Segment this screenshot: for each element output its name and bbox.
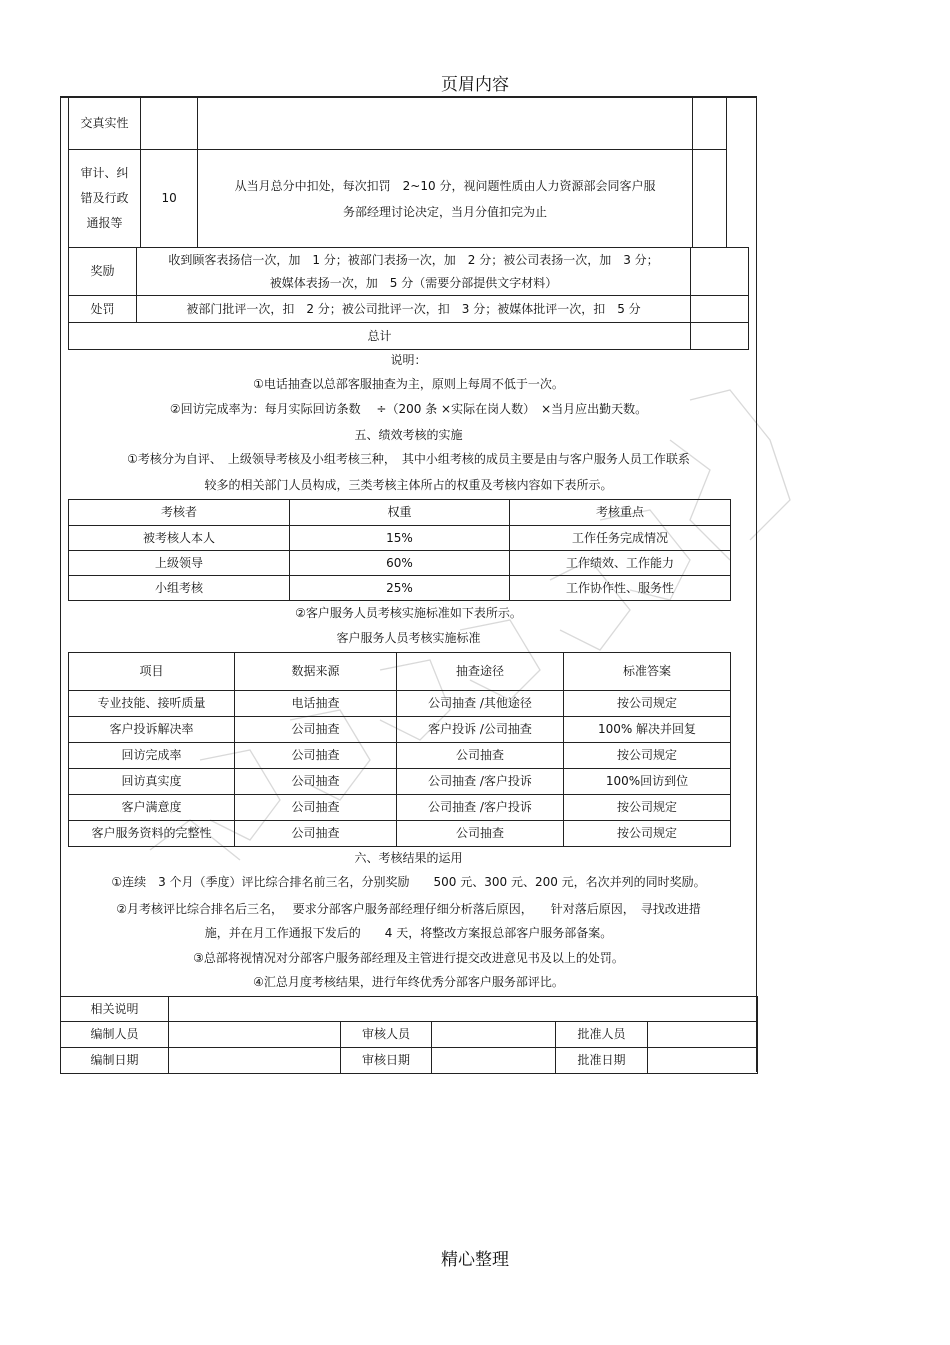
section-6-title: 六、考核结果的运用 xyxy=(354,851,463,865)
reviewer-value xyxy=(432,1022,556,1048)
section-5-para-line-1: ①考核分为自评、 上级领导考核及小组考核三种， 其中小组考核的成员主要是由与客户服务人员工作联系 xyxy=(127,452,690,466)
reviewer-label: 审核人员 xyxy=(341,1022,432,1048)
approve-date-value xyxy=(648,1048,758,1074)
table-row xyxy=(69,769,731,795)
table-row xyxy=(69,743,731,769)
reward-text-line-1: 收到顾客表扬信一次，加 1 分；被部门表扬一次，加 2 分；被公司表扬一次，加 3 分； xyxy=(168,252,659,267)
table-row xyxy=(69,551,731,576)
cell-empty xyxy=(692,98,726,150)
standard-title: 客户服务人员考核实施标准 xyxy=(336,631,481,645)
weight-header-assessor: 考核者 xyxy=(69,500,290,526)
editor-value xyxy=(169,1022,341,1048)
standard-cell: 回访真实度 xyxy=(69,769,235,795)
weight-header-focus: 考核重点 xyxy=(510,500,731,526)
standard-cell: 按公司规定 xyxy=(564,821,731,847)
table-row xyxy=(69,717,731,743)
standard-cell: 按公司规定 xyxy=(564,743,731,769)
approver-label: 批准人员 xyxy=(556,1022,648,1048)
weight-cell: 工作协作性、服务性 xyxy=(510,576,731,601)
cell-empty xyxy=(692,150,726,248)
weight-header-weight: 权重 xyxy=(290,500,510,526)
section-6-item-1: ①连续 3 个月（季度）评比综合排名前三名，分别奖励 500 元、300 元、200 元，名次并列的同时奖励。 xyxy=(111,875,706,889)
weight-cell: 25% xyxy=(290,576,510,601)
note-1: ①电话抽查以总部客服抽查为主，原则上每周不低于一次。 xyxy=(253,377,564,391)
standard-cell: 公司抽查 /其他途径 xyxy=(397,691,564,717)
table-row xyxy=(69,821,731,847)
penalty-label: 处罚 xyxy=(69,296,137,323)
penalty-text: 被部门批评一次，扣 2 分；被公司批评一次，扣 3 分；被媒体批评一次，扣 5 分 xyxy=(137,296,691,323)
cell-empty xyxy=(691,296,749,323)
review-date-value xyxy=(432,1048,556,1074)
standard-cell: 公司抽查 xyxy=(397,743,564,769)
cell-empty xyxy=(691,248,749,296)
standard-cell: 回访完成率 xyxy=(69,743,235,769)
review-date-label: 审核日期 xyxy=(341,1048,432,1074)
section-5-para-line-2: 较多的相关部门人员构成，三类考核主体所占的权重及考核内容如下表所示。 xyxy=(204,478,613,492)
standard-cell: 按公司规定 xyxy=(564,795,731,821)
row-score-audit: 10 xyxy=(141,150,198,248)
weight-cell: 工作任务完成情况 xyxy=(510,526,731,551)
section-6-item-4: ④汇总月度考核结果，进行年终优秀分部客户服务部评比。 xyxy=(253,975,564,989)
table-row xyxy=(69,795,731,821)
notes-title: 说明： xyxy=(390,353,427,367)
edit-date-label: 编制日期 xyxy=(61,1048,169,1074)
weight-table xyxy=(68,499,731,601)
total-label: 总计 xyxy=(69,323,691,350)
standard-cell: 公司抽查 /客户投诉 xyxy=(397,769,564,795)
reward-penalty-table xyxy=(68,247,749,350)
standard-table xyxy=(68,652,731,847)
table-row xyxy=(69,526,731,551)
standard-cell: 公司抽查 xyxy=(235,743,397,769)
section-5-title: 五、绩效考核的实施 xyxy=(354,428,463,442)
related-notes-value xyxy=(169,997,758,1022)
section-6-item-2-line-2: 施，并在月工作通报下发后的 4 天，将整改方案报总部客户服务部备案。 xyxy=(204,926,613,940)
standard-cell: 专业技能、接听质量 xyxy=(69,691,235,717)
standard-cell: 公司抽查 xyxy=(397,821,564,847)
edit-date-value xyxy=(169,1048,341,1074)
standard-cell: 按公司规定 xyxy=(564,691,731,717)
signoff-table xyxy=(60,996,758,1074)
reward-text xyxy=(137,248,691,296)
standard-cell: 客户满意度 xyxy=(69,795,235,821)
standard-cell: 100%回访到位 xyxy=(564,769,731,795)
audit-text-line-2: 务部经理讨论决定，当月分值扣完为止 xyxy=(343,204,548,219)
standard-cell: 电话抽查 xyxy=(235,691,397,717)
table-row xyxy=(69,691,731,717)
page-header: 页眉内容 xyxy=(441,75,509,95)
standard-intro: ②客户服务人员考核实施标准如下表所示。 xyxy=(295,606,522,620)
row-label-authenticity: 交真实性 xyxy=(69,98,141,150)
cell-empty xyxy=(141,98,198,150)
standard-cell: 公司抽查 /客户投诉 xyxy=(397,795,564,821)
reward-text-line-2: 被媒体表扬一次，加 5 分（需要分部提供文字材料） xyxy=(269,275,558,290)
related-notes-label: 相关说明 xyxy=(61,997,169,1022)
approver-value xyxy=(648,1022,758,1048)
section-6-item-2-line-1: ②月考核评比综合排名后三名， 要求分部客户服务部经理仔细分析落后原因， 针对落后原因， 寻找改进措 xyxy=(116,902,701,916)
audit-text-line-1: 从当月总分中扣处，每次扣罚 2~10 分，视问题性质由人力资源部会同客户服 xyxy=(234,178,656,193)
weight-cell: 被考核人本人 xyxy=(69,526,290,551)
standard-cell: 客户投诉 /公司抽查 xyxy=(397,717,564,743)
editor-label: 编制人员 xyxy=(61,1022,169,1048)
row-text-audit xyxy=(198,150,693,248)
weight-cell: 60% xyxy=(290,551,510,576)
standard-cell: 公司抽查 xyxy=(235,821,397,847)
weight-cell: 小组考核 xyxy=(69,576,290,601)
standard-cell: 公司抽查 xyxy=(235,795,397,821)
table-row xyxy=(69,576,731,601)
row-label-audit: 审计、纠错及行政通报等 xyxy=(69,150,141,248)
cell-empty xyxy=(198,98,693,150)
cell-empty xyxy=(691,323,749,350)
reward-label: 奖励 xyxy=(69,248,137,296)
page-footer: 精心整理 xyxy=(441,1250,509,1270)
standard-cell: 公司抽查 xyxy=(235,769,397,795)
standard-header-channel: 抽查途径 xyxy=(397,653,564,691)
standard-cell: 客户服务资料的完整性 xyxy=(69,821,235,847)
standard-header-item: 项目 xyxy=(69,653,235,691)
standard-cell: 100% 解决并回复 xyxy=(564,717,731,743)
standard-cell: 客户投诉解决率 xyxy=(69,717,235,743)
weight-cell: 15% xyxy=(290,526,510,551)
standard-header-answer: 标准答案 xyxy=(564,653,731,691)
score-table-continued xyxy=(68,97,727,248)
note-2: ②回访完成率为：每月实际回访条数 ÷（200 条 ×实际在岗人数） ×当月应出勤天数。 xyxy=(169,402,648,416)
weight-cell: 工作绩效、工作能力 xyxy=(510,551,731,576)
standard-cell: 公司抽查 xyxy=(235,717,397,743)
approve-date-label: 批准日期 xyxy=(556,1048,648,1074)
standard-header-source: 数据来源 xyxy=(235,653,397,691)
section-6-item-3: ③总部将视情况对分部客户服务部经理及主管进行提交改进意见书及以上的处罚。 xyxy=(193,951,624,965)
weight-cell: 上级领导 xyxy=(69,551,290,576)
